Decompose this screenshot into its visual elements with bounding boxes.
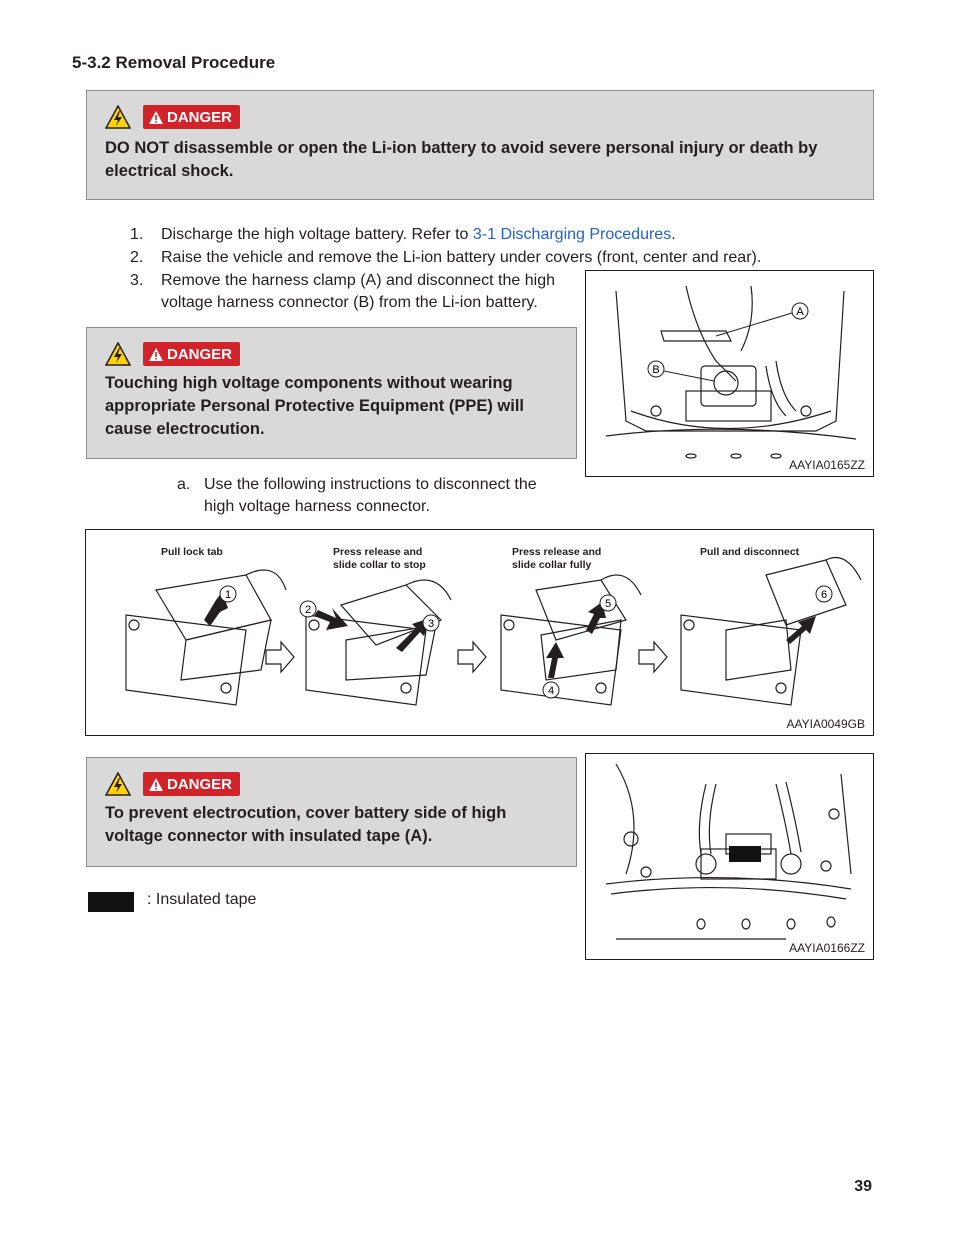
svg-text:A: A: [796, 306, 804, 318]
step-text: [161, 224, 676, 246]
step-arrows: [266, 642, 667, 672]
warning-triangle-icon: [149, 111, 163, 124]
figure-insulated-tape: [585, 753, 874, 960]
svg-text:2: 2: [304, 604, 312, 616]
danger-badge: [143, 105, 240, 129]
callout-a: [792, 303, 808, 319]
callout-5: [600, 595, 616, 611]
high-voltage-icon: [105, 772, 131, 796]
insulated-tape-illustration: [586, 754, 873, 959]
figure-code: AAYIA0165ZZ: [789, 458, 865, 472]
step-2: [130, 247, 850, 269]
step-1: [130, 224, 850, 246]
svg-text:3: 3: [427, 618, 435, 630]
callout-1: [220, 586, 236, 602]
panel-label-2: Press release and slide collar to stop: [333, 546, 426, 571]
step-text-line1: Remove the harness clamp (A) and disconnect the high: [161, 272, 555, 289]
svg-text:5: 5: [604, 598, 612, 610]
danger-badge: [143, 342, 240, 366]
step-number: 2.: [130, 249, 144, 266]
legend-text: : Insulated tape: [147, 891, 257, 908]
figure-code: AAYIA0049GB: [786, 717, 865, 731]
danger-notice-3: [86, 757, 577, 867]
substep-text-line1: Use the following instructions to disconnect the: [204, 476, 537, 493]
danger-label: DANGER: [167, 345, 233, 363]
step-number: 3.: [130, 272, 144, 289]
warning-triangle-icon: [149, 778, 163, 791]
danger-notice-1: [86, 90, 874, 200]
callout-3: [423, 615, 439, 631]
danger-text-2: Touching high voltage components without wearing appropriate Personal Protective Equipment (PPE) will cause electrocution.: [105, 374, 525, 438]
harness-clamp-illustration: [586, 271, 873, 476]
figure-connector-disconnect: [85, 529, 874, 736]
danger-label: DANGER: [167, 775, 233, 793]
callout-b: [648, 361, 664, 377]
page-number: 39: [854, 1178, 872, 1195]
danger-badge: [143, 772, 240, 796]
panel-label-4: Pull and disconnect: [700, 546, 800, 558]
danger-label: DANGER: [167, 108, 233, 126]
danger-text-1: DO NOT disassemble or open the Li-ion battery to avoid severe personal injury or death by electrical shock.: [105, 139, 818, 180]
substep-letter: a.: [177, 476, 191, 493]
step-text-post: .: [671, 226, 676, 243]
panel-label-1: Pull lock tab: [161, 546, 223, 558]
figure-code: AAYIA0166ZZ: [789, 941, 865, 955]
substep-text-line2: high voltage harness connector.: [204, 498, 430, 515]
figure-harness-clamp: [585, 270, 874, 477]
high-voltage-icon: [105, 105, 131, 129]
svg-text:6: 6: [820, 589, 828, 601]
insulated-tape-swatch: [88, 892, 134, 912]
connector-steps-illustration: [86, 530, 873, 735]
svg-text:B: B: [652, 364, 660, 376]
substep-a: [177, 474, 577, 518]
svg-text:4: 4: [547, 685, 555, 697]
callout-4: [543, 682, 559, 698]
panel-label-3: Press release and slide collar fully: [512, 546, 602, 571]
section-heading: 5-3.2 Removal Procedure: [72, 53, 276, 72]
step-3: [130, 270, 580, 314]
danger-notice-2: [86, 327, 577, 459]
callout-6: [816, 586, 832, 602]
danger-header: [105, 342, 240, 366]
high-voltage-icon: [105, 342, 131, 366]
danger-text-3: To prevent electrocution, cover battery side of high voltage connector with insulated tape (A).: [105, 804, 507, 845]
svg-text:1: 1: [224, 589, 232, 601]
step-number: 1.: [130, 226, 144, 243]
danger-header: [105, 772, 240, 796]
tape-overlay: [729, 846, 761, 862]
step-text-pre: Discharge the high voltage battery. Refer to: [161, 226, 473, 243]
callout-2: [300, 601, 316, 617]
discharging-procedures-link[interactable]: 3-1 Discharging Procedures: [472, 226, 672, 243]
danger-header: [105, 105, 240, 129]
warning-triangle-icon: [149, 348, 163, 361]
step-text: Raise the vehicle and remove the Li-ion battery under covers (front, center and rear).: [161, 249, 762, 266]
step-text-line2: voltage harness connector (B) from the Li-ion battery.: [161, 294, 538, 311]
